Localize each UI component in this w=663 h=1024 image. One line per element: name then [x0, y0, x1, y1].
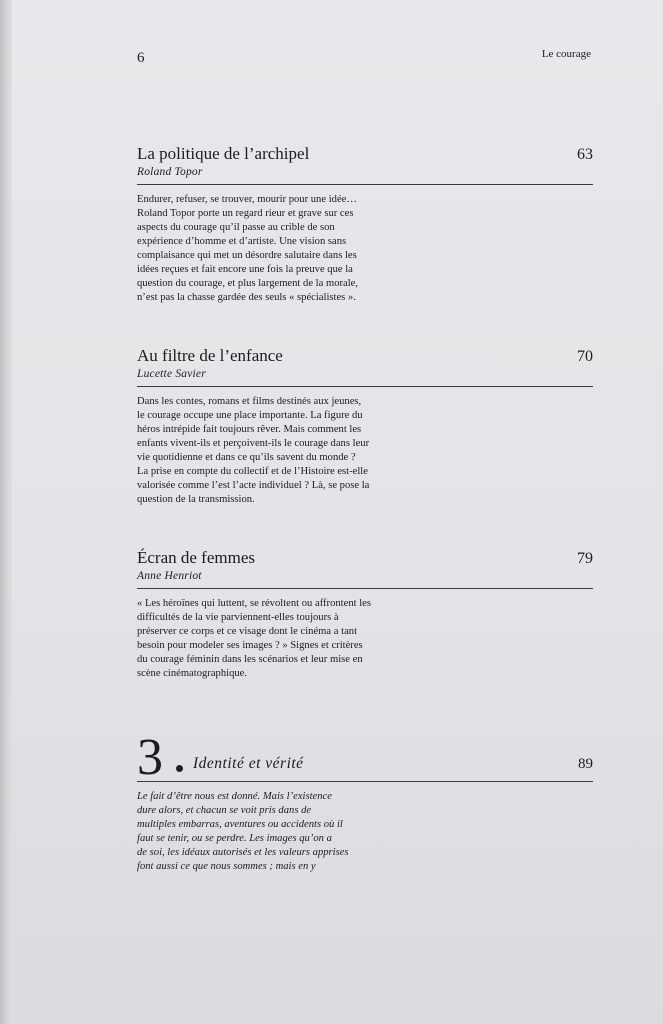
entry-title: La politique de l’archipel — [137, 144, 310, 163]
divider — [137, 184, 593, 185]
divider — [137, 588, 593, 589]
entry-author: Anne Henriot — [137, 570, 202, 582]
description-line: font aussi ce que nous sommes ; mais en y — [137, 861, 316, 872]
description-line: question du courage, et plus largement de la morale, — [137, 278, 359, 289]
description-line: Le fait d’être nous est donné. Mais l’existence — [137, 791, 332, 802]
description-line: difficultés de la vie parviennent-elles toujours à — [137, 612, 339, 623]
entry-description — [137, 193, 417, 305]
page-number: 6 — [137, 50, 145, 66]
toc-entry — [137, 140, 593, 305]
entry-page-number: 63 — [577, 146, 593, 163]
description-line: vie quotidienne et dans ce qu’ils savent du monde ? — [137, 452, 356, 463]
description-line: n’est pas la chasse gardée des seuls « spécialistes ». — [137, 292, 356, 303]
entry-page-number: 79 — [577, 550, 593, 567]
entry-title: Écran de femmes — [137, 548, 255, 567]
description-line: enfants vivent-ils et perçoivent-ils le courage dans leur — [137, 438, 370, 449]
toc-entry — [137, 544, 593, 681]
entry-title: Au filtre de l’enfance — [137, 346, 283, 365]
description-line: besoin pour modeler ses images ? » Signes et critères — [137, 640, 363, 651]
divider — [137, 781, 593, 782]
description-line: complaisance qui met un désordre salutaire dans les — [137, 250, 357, 261]
chapter-title: Identité et vérité — [193, 755, 304, 772]
entry-author: Roland Topor — [137, 166, 203, 178]
entry-description — [137, 597, 417, 681]
description-line: idées reçues et fait encore une fois la preuve que la — [137, 264, 353, 275]
chapter-number: 3 — [137, 729, 163, 786]
description-line: scène cinématographique. — [137, 668, 248, 679]
toc-entry — [137, 342, 593, 507]
entry-author: Lucette Savier — [137, 368, 206, 380]
book-page — [12, 0, 663, 1024]
description-line: dure alors, et chacun se voit pris dans de — [137, 805, 312, 816]
description-line: valorisée comme l’est l’acte individuel ? Là, se pose la — [137, 480, 370, 491]
description-line: du courage féminin dans les scénarios et leur mise en — [137, 654, 363, 665]
description-line: de soi, les idéaux autorisés et les valeurs apprises — [137, 847, 349, 858]
description-line: aspects du courage qu’il passe au crible de son — [137, 222, 335, 233]
description-line: héros intrépide fait toujours rêver. Mais comment les — [137, 424, 362, 435]
chapter-page-number: 89 — [578, 756, 593, 772]
entry-page-number: 70 — [577, 348, 593, 365]
description-line: préserver ce corps et ce visage dont le cinéma a tant — [137, 626, 358, 637]
description-line: Dans les contes, romans et films destinés aux jeunes, — [137, 396, 362, 407]
divider — [137, 386, 593, 387]
description-line: le courage occupe une place importante. La figure du — [137, 410, 363, 421]
description-line: multiples embarras, aventures ou accidents où il — [137, 819, 343, 830]
bullet-dot-icon — [176, 765, 183, 772]
running-title: Le courage — [541, 48, 591, 60]
entry-description — [137, 395, 417, 507]
description-line: faut se tenir, ou se perdre. Les images qu’on a — [137, 833, 332, 844]
chapter-description — [137, 790, 417, 874]
chapter-entry — [137, 730, 593, 874]
description-line: Endurer, refuser, se trouver, mourir pour une idée… — [137, 194, 357, 205]
description-line: La prise en compte du collectif et de l’Histoire est-elle — [137, 466, 368, 477]
description-line: « Les héroïnes qui luttent, se révoltent ou affrontent les — [137, 598, 371, 609]
description-line: Roland Topor porte un regard rieur et grave sur ces — [137, 208, 354, 219]
description-line: expérience d’homme et d’artiste. Une vision sans — [137, 236, 347, 247]
description-line: question de la transmission. — [137, 494, 255, 505]
